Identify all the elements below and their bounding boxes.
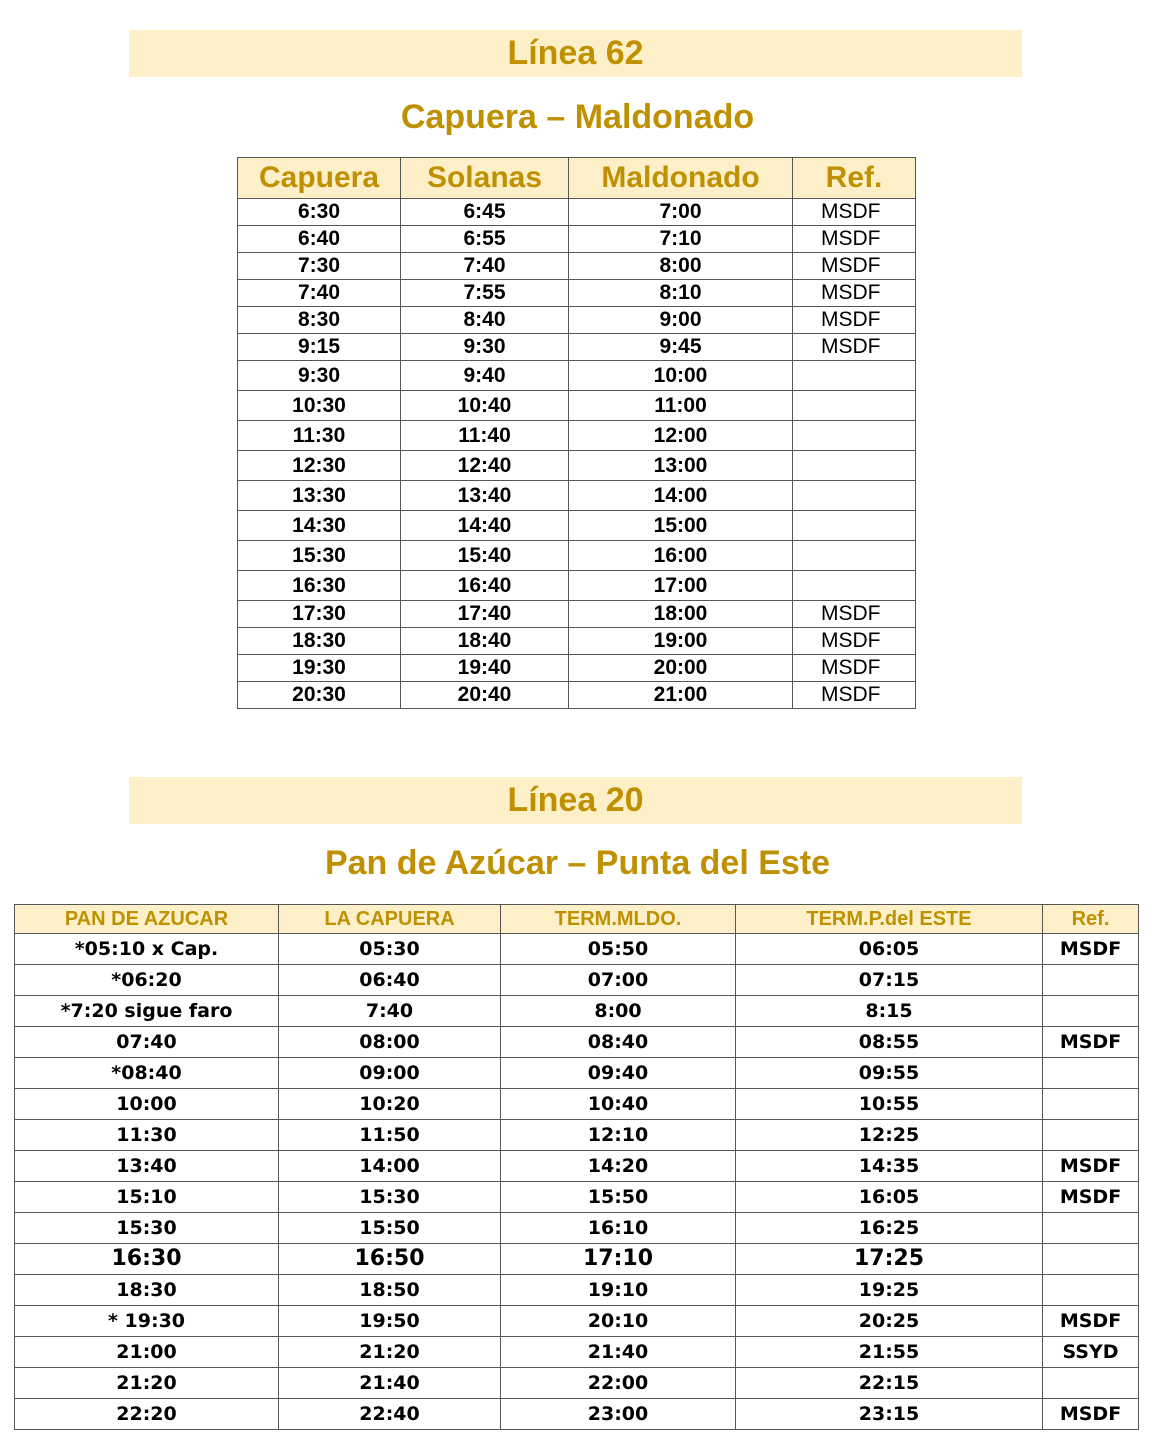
table-row	[15, 1275, 1139, 1306]
table-cell	[1043, 1244, 1139, 1275]
table-cell: MSDF	[793, 334, 916, 361]
table-cell: 15:50	[501, 1182, 736, 1213]
table-cell: MSDF	[793, 253, 916, 280]
table-cell: 19:00	[569, 628, 793, 655]
table-row	[15, 1027, 1139, 1058]
table-cell: 20:40	[401, 682, 569, 709]
table-cell: 11:50	[279, 1120, 501, 1151]
table-cell: 07:40	[15, 1027, 279, 1058]
column-header-solanas: Solanas	[401, 158, 569, 199]
column-header-capuera: Capuera	[238, 158, 401, 199]
table-row	[238, 571, 916, 601]
table-cell: 13:30	[238, 481, 401, 511]
table-cell: 7:40	[401, 253, 569, 280]
table-row	[238, 334, 916, 361]
table-cell: 10:55	[736, 1089, 1043, 1120]
table-cell: 10:00	[569, 361, 793, 391]
table-cell: 20:00	[569, 655, 793, 682]
table-row	[15, 1151, 1139, 1182]
table-cell: 7:00	[569, 199, 793, 226]
column-header-term-mldo: TERM.MLDO.	[501, 905, 736, 934]
table-cell: 6:55	[401, 226, 569, 253]
table-row	[15, 1058, 1139, 1089]
table-row	[238, 511, 916, 541]
table-cell: 18:30	[15, 1275, 279, 1306]
table-row	[238, 541, 916, 571]
table-cell: 11:40	[401, 421, 569, 451]
table-cell: 6:45	[401, 199, 569, 226]
table-row	[238, 280, 916, 307]
table-cell: *7:20 sigue faro	[15, 996, 279, 1027]
line-20-title: Línea 20	[129, 777, 1022, 824]
table-cell: 18:30	[238, 628, 401, 655]
table-cell: *05:10 x Cap.	[15, 934, 279, 965]
table-cell: 16:30	[15, 1244, 279, 1275]
table-cell: MSDF	[793, 655, 916, 682]
table-cell: 14:30	[238, 511, 401, 541]
table-cell	[793, 571, 916, 601]
table-cell: 9:30	[238, 361, 401, 391]
line-20-schedule-table	[14, 904, 1139, 1430]
table-cell: 07:00	[501, 965, 736, 996]
table-row	[238, 451, 916, 481]
table-cell: 21:20	[279, 1337, 501, 1368]
table-cell: 17:00	[569, 571, 793, 601]
table-cell: 18:00	[569, 601, 793, 628]
table-row	[15, 1368, 1139, 1399]
table-cell: 22:40	[279, 1399, 501, 1430]
table-cell: MSDF	[1043, 1027, 1139, 1058]
table-cell: 09:55	[736, 1058, 1043, 1089]
table-cell: 9:45	[569, 334, 793, 361]
table-cell: 06:05	[736, 934, 1043, 965]
table-cell: 6:40	[238, 226, 401, 253]
table-cell: 9:40	[401, 361, 569, 391]
table-cell: 17:10	[501, 1244, 736, 1275]
table-cell: MSDF	[793, 226, 916, 253]
table-cell: 16:40	[401, 571, 569, 601]
table-cell: 12:00	[569, 421, 793, 451]
table-cell: 11:00	[569, 391, 793, 421]
table-cell: 15:30	[15, 1213, 279, 1244]
table-row	[238, 655, 916, 682]
table-cell: 14:35	[736, 1151, 1043, 1182]
table-cell: 11:30	[15, 1120, 279, 1151]
table-cell: SSYD	[1043, 1337, 1139, 1368]
table-row	[238, 481, 916, 511]
table-cell	[1043, 1368, 1139, 1399]
table-cell	[793, 421, 916, 451]
table-cell	[1043, 1275, 1139, 1306]
table-cell: 7:30	[238, 253, 401, 280]
table-cell: 21:40	[501, 1337, 736, 1368]
table-cell: MSDF	[793, 628, 916, 655]
table-cell: 8:00	[569, 253, 793, 280]
table-cell: 21:00	[15, 1337, 279, 1368]
table-row	[15, 1089, 1139, 1120]
table-cell: 12:25	[736, 1120, 1043, 1151]
table-cell: 08:55	[736, 1027, 1043, 1058]
table-cell: 16:50	[279, 1244, 501, 1275]
table-row	[15, 1120, 1139, 1151]
table-cell: 16:05	[736, 1182, 1043, 1213]
table-cell: 16:25	[736, 1213, 1043, 1244]
table-cell: 17:25	[736, 1244, 1043, 1275]
table-cell: 21:55	[736, 1337, 1043, 1368]
table-cell: 9:15	[238, 334, 401, 361]
table-cell: 12:40	[401, 451, 569, 481]
table-cell: 21:40	[279, 1368, 501, 1399]
table-cell: 16:30	[238, 571, 401, 601]
table-cell	[793, 481, 916, 511]
table-cell: MSDF	[1043, 1151, 1139, 1182]
table-cell: 19:50	[279, 1306, 501, 1337]
table-cell: 11:30	[238, 421, 401, 451]
table-row	[238, 307, 916, 334]
table-row	[15, 1244, 1139, 1275]
table-cell: 16:00	[569, 541, 793, 571]
table-cell: MSDF	[1043, 1306, 1139, 1337]
table-row	[15, 1399, 1139, 1430]
table-row	[238, 361, 916, 391]
table-row	[15, 1337, 1139, 1368]
table-cell	[1043, 1089, 1139, 1120]
table-cell: 7:10	[569, 226, 793, 253]
table-cell	[1043, 1058, 1139, 1089]
table-cell	[793, 541, 916, 571]
table-row	[15, 1182, 1139, 1213]
table-cell: 14:00	[279, 1151, 501, 1182]
column-header-ref: Ref.	[1043, 905, 1139, 934]
table-cell: 14:20	[501, 1151, 736, 1182]
table-cell: 20:25	[736, 1306, 1043, 1337]
table-cell: 10:40	[401, 391, 569, 421]
table-cell: 7:55	[401, 280, 569, 307]
table-cell: 12:10	[501, 1120, 736, 1151]
table-cell: 07:15	[736, 965, 1043, 996]
table-cell: 22:20	[15, 1399, 279, 1430]
table-cell: 05:30	[279, 934, 501, 965]
table-cell: 22:15	[736, 1368, 1043, 1399]
line-20-subtitle: Pan de Azúcar – Punta del Este	[324, 844, 831, 882]
table-row	[15, 1306, 1139, 1337]
table-cell: MSDF	[793, 682, 916, 709]
table-cell: 22:00	[501, 1368, 736, 1399]
line-62-title: Línea 62	[129, 30, 1022, 77]
table-cell: 09:40	[501, 1058, 736, 1089]
table-cell: MSDF	[793, 199, 916, 226]
table-cell: 08:00	[279, 1027, 501, 1058]
table-cell: 10:30	[238, 391, 401, 421]
table-row	[238, 253, 916, 280]
table-cell: MSDF	[793, 307, 916, 334]
table-cell: MSDF	[793, 601, 916, 628]
table-cell: 15:40	[401, 541, 569, 571]
table-row	[15, 934, 1139, 965]
table-cell: 08:40	[501, 1027, 736, 1058]
table-cell: 19:25	[736, 1275, 1043, 1306]
table-cell: 20:10	[501, 1306, 736, 1337]
line-62-schedule-table	[237, 157, 916, 709]
table-cell: 13:00	[569, 451, 793, 481]
table-cell	[793, 391, 916, 421]
table-cell: 05:50	[501, 934, 736, 965]
line-62-subtitle: Capuera – Maldonado	[400, 98, 755, 136]
table-cell: 8:00	[501, 996, 736, 1027]
table-cell: 19:40	[401, 655, 569, 682]
table-row	[238, 628, 916, 655]
table-cell: 10:40	[501, 1089, 736, 1120]
table-cell: 23:15	[736, 1399, 1043, 1430]
table-cell: 9:00	[569, 307, 793, 334]
table-row	[238, 199, 916, 226]
column-header-maldonado: Maldonado	[569, 158, 793, 199]
table-cell: 10:20	[279, 1089, 501, 1120]
table-cell: 8:15	[736, 996, 1043, 1027]
table-cell	[1043, 996, 1139, 1027]
table-cell: 09:00	[279, 1058, 501, 1089]
table-row	[15, 996, 1139, 1027]
column-header-la-capuera: LA CAPUERA	[279, 905, 501, 934]
table-header-row	[15, 905, 1139, 934]
table-cell: 17:40	[401, 601, 569, 628]
table-cell: 15:30	[279, 1182, 501, 1213]
table-cell: 23:00	[501, 1399, 736, 1430]
table-cell: 17:30	[238, 601, 401, 628]
table-row	[15, 965, 1139, 996]
table-cell: MSDF	[1043, 934, 1139, 965]
table-cell: MSDF	[1043, 1182, 1139, 1213]
table-cell: 9:30	[401, 334, 569, 361]
table-row	[238, 391, 916, 421]
table-cell: 6:30	[238, 199, 401, 226]
table-cell: 10:00	[15, 1089, 279, 1120]
table-row	[238, 601, 916, 628]
table-cell	[1043, 1120, 1139, 1151]
table-cell	[793, 361, 916, 391]
table-cell: MSDF	[793, 280, 916, 307]
table-cell: 16:10	[501, 1213, 736, 1244]
table-cell: *08:40	[15, 1058, 279, 1089]
table-cell: 12:30	[238, 451, 401, 481]
table-cell: 15:50	[279, 1213, 501, 1244]
table-cell: 06:40	[279, 965, 501, 996]
table-cell: MSDF	[1043, 1399, 1139, 1430]
table-cell: 8:30	[238, 307, 401, 334]
column-header-ref: Ref.	[793, 158, 916, 199]
table-cell: 13:40	[15, 1151, 279, 1182]
table-cell	[1043, 965, 1139, 996]
table-cell: 19:30	[238, 655, 401, 682]
table-cell	[793, 511, 916, 541]
table-cell: 8:10	[569, 280, 793, 307]
table-cell: 20:30	[238, 682, 401, 709]
table-row	[238, 421, 916, 451]
table-cell: 7:40	[279, 996, 501, 1027]
table-cell: 8:40	[401, 307, 569, 334]
table-cell: 19:10	[501, 1275, 736, 1306]
table-cell: 15:00	[569, 511, 793, 541]
table-cell: 14:40	[401, 511, 569, 541]
table-cell: 15:10	[15, 1182, 279, 1213]
table-header-row	[238, 158, 916, 199]
table-cell: 18:50	[279, 1275, 501, 1306]
table-cell: 13:40	[401, 481, 569, 511]
table-cell: 7:40	[238, 280, 401, 307]
table-cell: 18:40	[401, 628, 569, 655]
table-cell: *06:20	[15, 965, 279, 996]
table-cell	[793, 451, 916, 481]
column-header-pan-de-azucar: PAN DE AZUCAR	[15, 905, 279, 934]
table-row	[238, 226, 916, 253]
table-row	[238, 682, 916, 709]
table-row	[15, 1213, 1139, 1244]
table-cell: * 19:30	[15, 1306, 279, 1337]
table-cell: 14:00	[569, 481, 793, 511]
table-cell	[1043, 1213, 1139, 1244]
table-cell: 21:00	[569, 682, 793, 709]
table-cell: 15:30	[238, 541, 401, 571]
column-header-term-pdel-este: TERM.P.del ESTE	[736, 905, 1043, 934]
table-cell: 21:20	[15, 1368, 279, 1399]
